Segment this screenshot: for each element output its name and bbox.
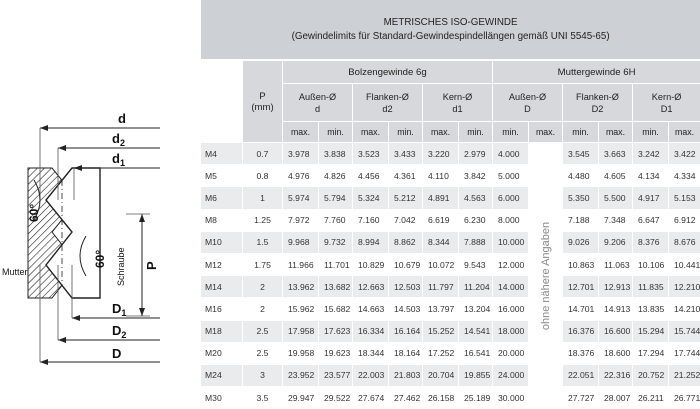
- cell-d2-max: 16.600: [599, 320, 633, 342]
- cell-d1-min: 4.563: [459, 187, 493, 209]
- table-row: [201, 320, 700, 342]
- table-row: [201, 231, 700, 253]
- cell-d1-min: 8.376: [633, 231, 669, 253]
- cell-d-max: 5.974: [283, 187, 319, 209]
- cell-size: M5: [201, 165, 243, 187]
- cell-size: M12: [201, 253, 243, 275]
- cell-d-max: 11.966: [283, 253, 319, 275]
- cell-d2-max: 12.913: [599, 276, 633, 298]
- cell-d-min: 20.000: [493, 342, 529, 364]
- cell-d2-max: 22.316: [599, 364, 633, 386]
- cell-d1-min: 7.888: [459, 231, 493, 253]
- cell-d2-min: 21.803: [389, 364, 423, 386]
- cell-d2-max: 7.160: [353, 209, 389, 231]
- cell-size: M24: [201, 364, 243, 386]
- cell-d1-min: 3.842: [459, 165, 493, 187]
- table-title-sub: (Gewindelimits für Standard-Gewindespindellängen gemäß UNI 5545-65): [201, 30, 700, 44]
- cell-d1-max: 15.252: [423, 320, 459, 342]
- cell-d1-max: 17.744: [669, 342, 700, 364]
- cell-d-min: 4.000: [493, 143, 529, 165]
- cell-size: M18: [201, 320, 243, 342]
- cell-d-min: 19.623: [319, 342, 353, 364]
- cell-d-min: 23.577: [319, 364, 353, 386]
- cell-d-max: 4.976: [283, 165, 319, 187]
- cell-d1-max: 11.797: [423, 276, 459, 298]
- cell-d1-max: 13.797: [423, 298, 459, 320]
- size-header-blank: [201, 60, 243, 143]
- cell-d-max: 29.947: [283, 387, 319, 409]
- cell-d2-min: 12.503: [389, 276, 423, 298]
- thread-limits-table-wrapper: [200, 0, 700, 403]
- cell-d2-max: 5.500: [599, 187, 633, 209]
- cell-p: 1.25: [243, 209, 283, 231]
- cell-d2-min: 7.042: [389, 209, 423, 231]
- cell-d2-min: 3.545: [563, 143, 599, 165]
- nut-major-dia-header: Außen-Ø D: [493, 84, 563, 122]
- no-details-text: ohne nähere Angaben: [540, 221, 552, 329]
- label-d2: $d_2$: [112, 131, 125, 148]
- table-body: [201, 143, 700, 409]
- nut-minor-dia-header: Kern-Ø D1: [633, 84, 700, 122]
- cell-p: 2.5: [243, 342, 283, 364]
- cell-d2-min: 9.026: [563, 231, 599, 253]
- table-title: [201, 0, 700, 60]
- cell-size: M6: [201, 187, 243, 209]
- cell-size: M16: [201, 298, 243, 320]
- label-angle-inner: 60°: [93, 250, 107, 268]
- table-title-main: METRISCHES ISO-GEWINDE: [201, 16, 700, 30]
- cell-d2-min: 14.701: [563, 298, 599, 320]
- cell-p: 2: [243, 276, 283, 298]
- cell-size: M4: [201, 143, 243, 165]
- cell-d1-max: 3.422: [669, 143, 700, 165]
- cell-d2-max: 22.003: [353, 364, 389, 386]
- table-row: [201, 143, 700, 165]
- cell-d-min: 6.000: [493, 187, 529, 209]
- cell-size: M10: [201, 231, 243, 253]
- min-label: min.: [493, 122, 529, 143]
- cell-d2-min: 14.503: [389, 298, 423, 320]
- cell-d-min: 10.000: [493, 231, 529, 253]
- bolt-pitch-dia-header: Flanken-Ø d2: [353, 84, 423, 122]
- cell-d-min: 13.682: [319, 276, 353, 298]
- cell-d1-min: 9.543: [459, 253, 493, 275]
- cell-d1-min: 13.204: [459, 298, 493, 320]
- cell-d-max: 19.958: [283, 342, 319, 364]
- cell-d1-max: 4.891: [423, 187, 459, 209]
- cell-d-min: 5.000: [493, 165, 529, 187]
- cell-d2-min: 10.863: [563, 253, 599, 275]
- cell-size: M20: [201, 342, 243, 364]
- cell-d1-max: 17.252: [423, 342, 459, 364]
- cell-p: 2.5: [243, 320, 283, 342]
- cell-d-max: 23.952: [283, 364, 319, 386]
- cell-d-min: 9.732: [319, 231, 353, 253]
- cell-d2-min: 16.164: [389, 320, 423, 342]
- bolt-major-dia-header: Außen-Ø d: [283, 84, 353, 122]
- cell-d2-min: 10.679: [389, 253, 423, 275]
- cell-d2-max: 3.663: [599, 143, 633, 165]
- cell-d1-min: 4.134: [633, 165, 669, 187]
- label-schraube: Schraube: [116, 247, 126, 286]
- max-label: max.: [423, 122, 459, 143]
- cell-d1-max: 4.334: [669, 165, 700, 187]
- cell-d-max: 7.972: [283, 209, 319, 231]
- cell-d-min: 15.682: [319, 298, 353, 320]
- cell-d1-min: 6.647: [633, 209, 669, 231]
- min-label: min.: [633, 122, 669, 143]
- cell-d1-max: 12.210: [669, 276, 700, 298]
- cell-d-max: 17.958: [283, 320, 319, 342]
- cell-d1-max: 6.912: [669, 209, 700, 231]
- table-row: [201, 165, 700, 187]
- cell-d1-max: 15.744: [669, 320, 700, 342]
- label-D1: $D_1$: [112, 301, 126, 318]
- cell-d1-min: 17.294: [633, 342, 669, 364]
- cell-d-max: 15.962: [283, 298, 319, 320]
- cell-d-max: 3.978: [283, 143, 319, 165]
- max-label: max.: [353, 122, 389, 143]
- cell-d-max: 9.968: [283, 231, 319, 253]
- nut-pitch-dia-header: Flanken-Ø D2: [563, 84, 633, 122]
- cell-d2-max: 5.324: [353, 187, 389, 209]
- cell-d2-min: 7.188: [563, 209, 599, 231]
- thread-diagram-svg: [0, 0, 200, 403]
- label-D2: $D_2$: [112, 323, 126, 340]
- max-label: max.: [283, 122, 319, 143]
- cell-d1-max: 6.619: [423, 209, 459, 231]
- cell-size: M30: [201, 387, 243, 409]
- cell-d2-max: 3.523: [353, 143, 389, 165]
- cell-d2-max: 18.600: [599, 342, 633, 364]
- cell-d2-min: 4.361: [389, 165, 423, 187]
- cell-p: 1.75: [243, 253, 283, 275]
- cell-d1-min: 20.752: [633, 364, 669, 386]
- cell-d-min: 5.794: [319, 187, 353, 209]
- table-row: [201, 342, 700, 364]
- cell-d2-max: 7.348: [599, 209, 633, 231]
- label-d1: $d_1$: [112, 151, 125, 168]
- bolt-thread-group-header: Bolzengewinde 6g: [283, 60, 493, 84]
- cell-d2-max: 4.456: [353, 165, 389, 187]
- cell-d1-min: 19.855: [459, 364, 493, 386]
- nut-thread-group-header: Muttergewinde 6H: [493, 60, 700, 84]
- cell-d2-min: 18.376: [563, 342, 599, 364]
- cell-p: 3.5: [243, 387, 283, 409]
- thread-profile-diagram: [0, 0, 200, 403]
- thread-limits-table: [200, 0, 700, 409]
- cell-d2-max: 8.994: [353, 231, 389, 253]
- table-row: [201, 364, 700, 386]
- cell-d-min: 24.000: [493, 364, 529, 386]
- cell-d-min: 4.826: [319, 165, 353, 187]
- cell-p: 3: [243, 364, 283, 386]
- cell-d1-min: 4.917: [633, 187, 669, 209]
- cell-d1-min: 11.204: [459, 276, 493, 298]
- bolt-minor-dia-header: Kern-Ø d1: [423, 84, 493, 122]
- cell-d-min: 11.701: [319, 253, 353, 275]
- cell-d-min: 17.623: [319, 320, 353, 342]
- cell-d1-max: 8.676: [669, 231, 700, 253]
- cell-p: 0.7: [243, 143, 283, 165]
- cell-d1-min: 6.230: [459, 209, 493, 231]
- table-row: [201, 276, 700, 298]
- max-label: max.: [599, 122, 633, 143]
- table-row: [201, 187, 700, 209]
- cell-d2-max: 12.663: [353, 276, 389, 298]
- table-row: [201, 387, 700, 409]
- cell-d1-max: 8.344: [423, 231, 459, 253]
- cell-d2-min: 4.480: [563, 165, 599, 187]
- cell-d1-max: 10.072: [423, 253, 459, 275]
- cell-d1-max: 26.158: [423, 387, 459, 409]
- cell-d1-max: 5.153: [669, 187, 700, 209]
- cell-d1-min: 11.835: [633, 276, 669, 298]
- cell-d-min: 14.000: [493, 276, 529, 298]
- cell-d-max: 13.962: [283, 276, 319, 298]
- cell-d1-min: 2.979: [459, 143, 493, 165]
- cell-d-min: 16.000: [493, 298, 529, 320]
- cell-d1-max: 14.210: [669, 298, 700, 320]
- cell-d2-max: 14.663: [353, 298, 389, 320]
- cell-d1-min: 14.541: [459, 320, 493, 342]
- label-D: D: [112, 346, 121, 361]
- cell-d1-min: 3.242: [633, 143, 669, 165]
- cell-d-min: 18.000: [493, 320, 529, 342]
- cell-d-min: 29.522: [319, 387, 353, 409]
- cell-d2-max: 10.829: [353, 253, 389, 275]
- cell-d1-max: 20.704: [423, 364, 459, 386]
- min-label: min.: [459, 122, 493, 143]
- nut-max-no-details-note: [529, 143, 563, 409]
- cell-d1-min: 15.294: [633, 320, 669, 342]
- cell-d2-max: 27.674: [353, 387, 389, 409]
- cell-d2-max: 16.334: [353, 320, 389, 342]
- label-mutter: Mutter: [2, 267, 28, 277]
- cell-d2-min: 3.433: [389, 143, 423, 165]
- cell-d2-max: 9.206: [599, 231, 633, 253]
- cell-d2-min: 5.350: [563, 187, 599, 209]
- cell-d1-min: 10.106: [633, 253, 669, 275]
- pitch-header: P (mm): [243, 60, 283, 143]
- max-label: max.: [529, 122, 563, 143]
- cell-d1-max: 3.220: [423, 143, 459, 165]
- cell-p: 0.8: [243, 165, 283, 187]
- cell-d2-max: 14.913: [599, 298, 633, 320]
- cell-d2-min: 12.701: [563, 276, 599, 298]
- label-angle-outer: 60°: [27, 204, 41, 222]
- cell-d2-min: 27.727: [563, 387, 599, 409]
- cell-size: M8: [201, 209, 243, 231]
- cell-d2-max: 28.007: [599, 387, 633, 409]
- cell-d2-min: 22.051: [563, 364, 599, 386]
- cell-d1-max: 21.252: [669, 364, 700, 386]
- cell-d1-min: 26.211: [633, 387, 669, 409]
- cell-p: 1.5: [243, 231, 283, 253]
- table-title-row: [201, 0, 700, 60]
- cell-d1-max: 4.110: [423, 165, 459, 187]
- cell-d-min: 8.000: [493, 209, 529, 231]
- cell-d2-max: 11.063: [599, 253, 633, 275]
- cell-size: M14: [201, 276, 243, 298]
- max-label: max.: [669, 122, 700, 143]
- cell-d2-min: 27.462: [389, 387, 423, 409]
- group-header-row: [201, 60, 700, 84]
- cell-d1-min: 25.189: [459, 387, 493, 409]
- cell-d2-max: 18.344: [353, 342, 389, 364]
- label-d: d: [118, 111, 126, 126]
- min-label: min.: [389, 122, 423, 143]
- cell-d-min: 7.760: [319, 209, 353, 231]
- cell-d1-min: 13.835: [633, 298, 669, 320]
- cell-d2-min: 16.376: [563, 320, 599, 342]
- cell-d-min: 30.000: [493, 387, 529, 409]
- cell-p: 1: [243, 187, 283, 209]
- cell-p: 2: [243, 298, 283, 320]
- table-row: [201, 253, 700, 275]
- cell-d2-max: 4.605: [599, 165, 633, 187]
- min-label: min.: [319, 122, 353, 143]
- cell-d-min: 12.000: [493, 253, 529, 275]
- cell-d2-min: 18.164: [389, 342, 423, 364]
- cell-d1-max: 26.771: [669, 387, 700, 409]
- label-pitch: P: [144, 261, 159, 270]
- cell-d-min: 3.838: [319, 143, 353, 165]
- cell-d1-max: 10.441: [669, 253, 700, 275]
- min-label: min.: [563, 122, 599, 143]
- cell-d1-min: 16.541: [459, 342, 493, 364]
- table-row: [201, 298, 700, 320]
- table-row: [201, 209, 700, 231]
- cell-d2-min: 5.212: [389, 187, 423, 209]
- cell-d2-min: 8.862: [389, 231, 423, 253]
